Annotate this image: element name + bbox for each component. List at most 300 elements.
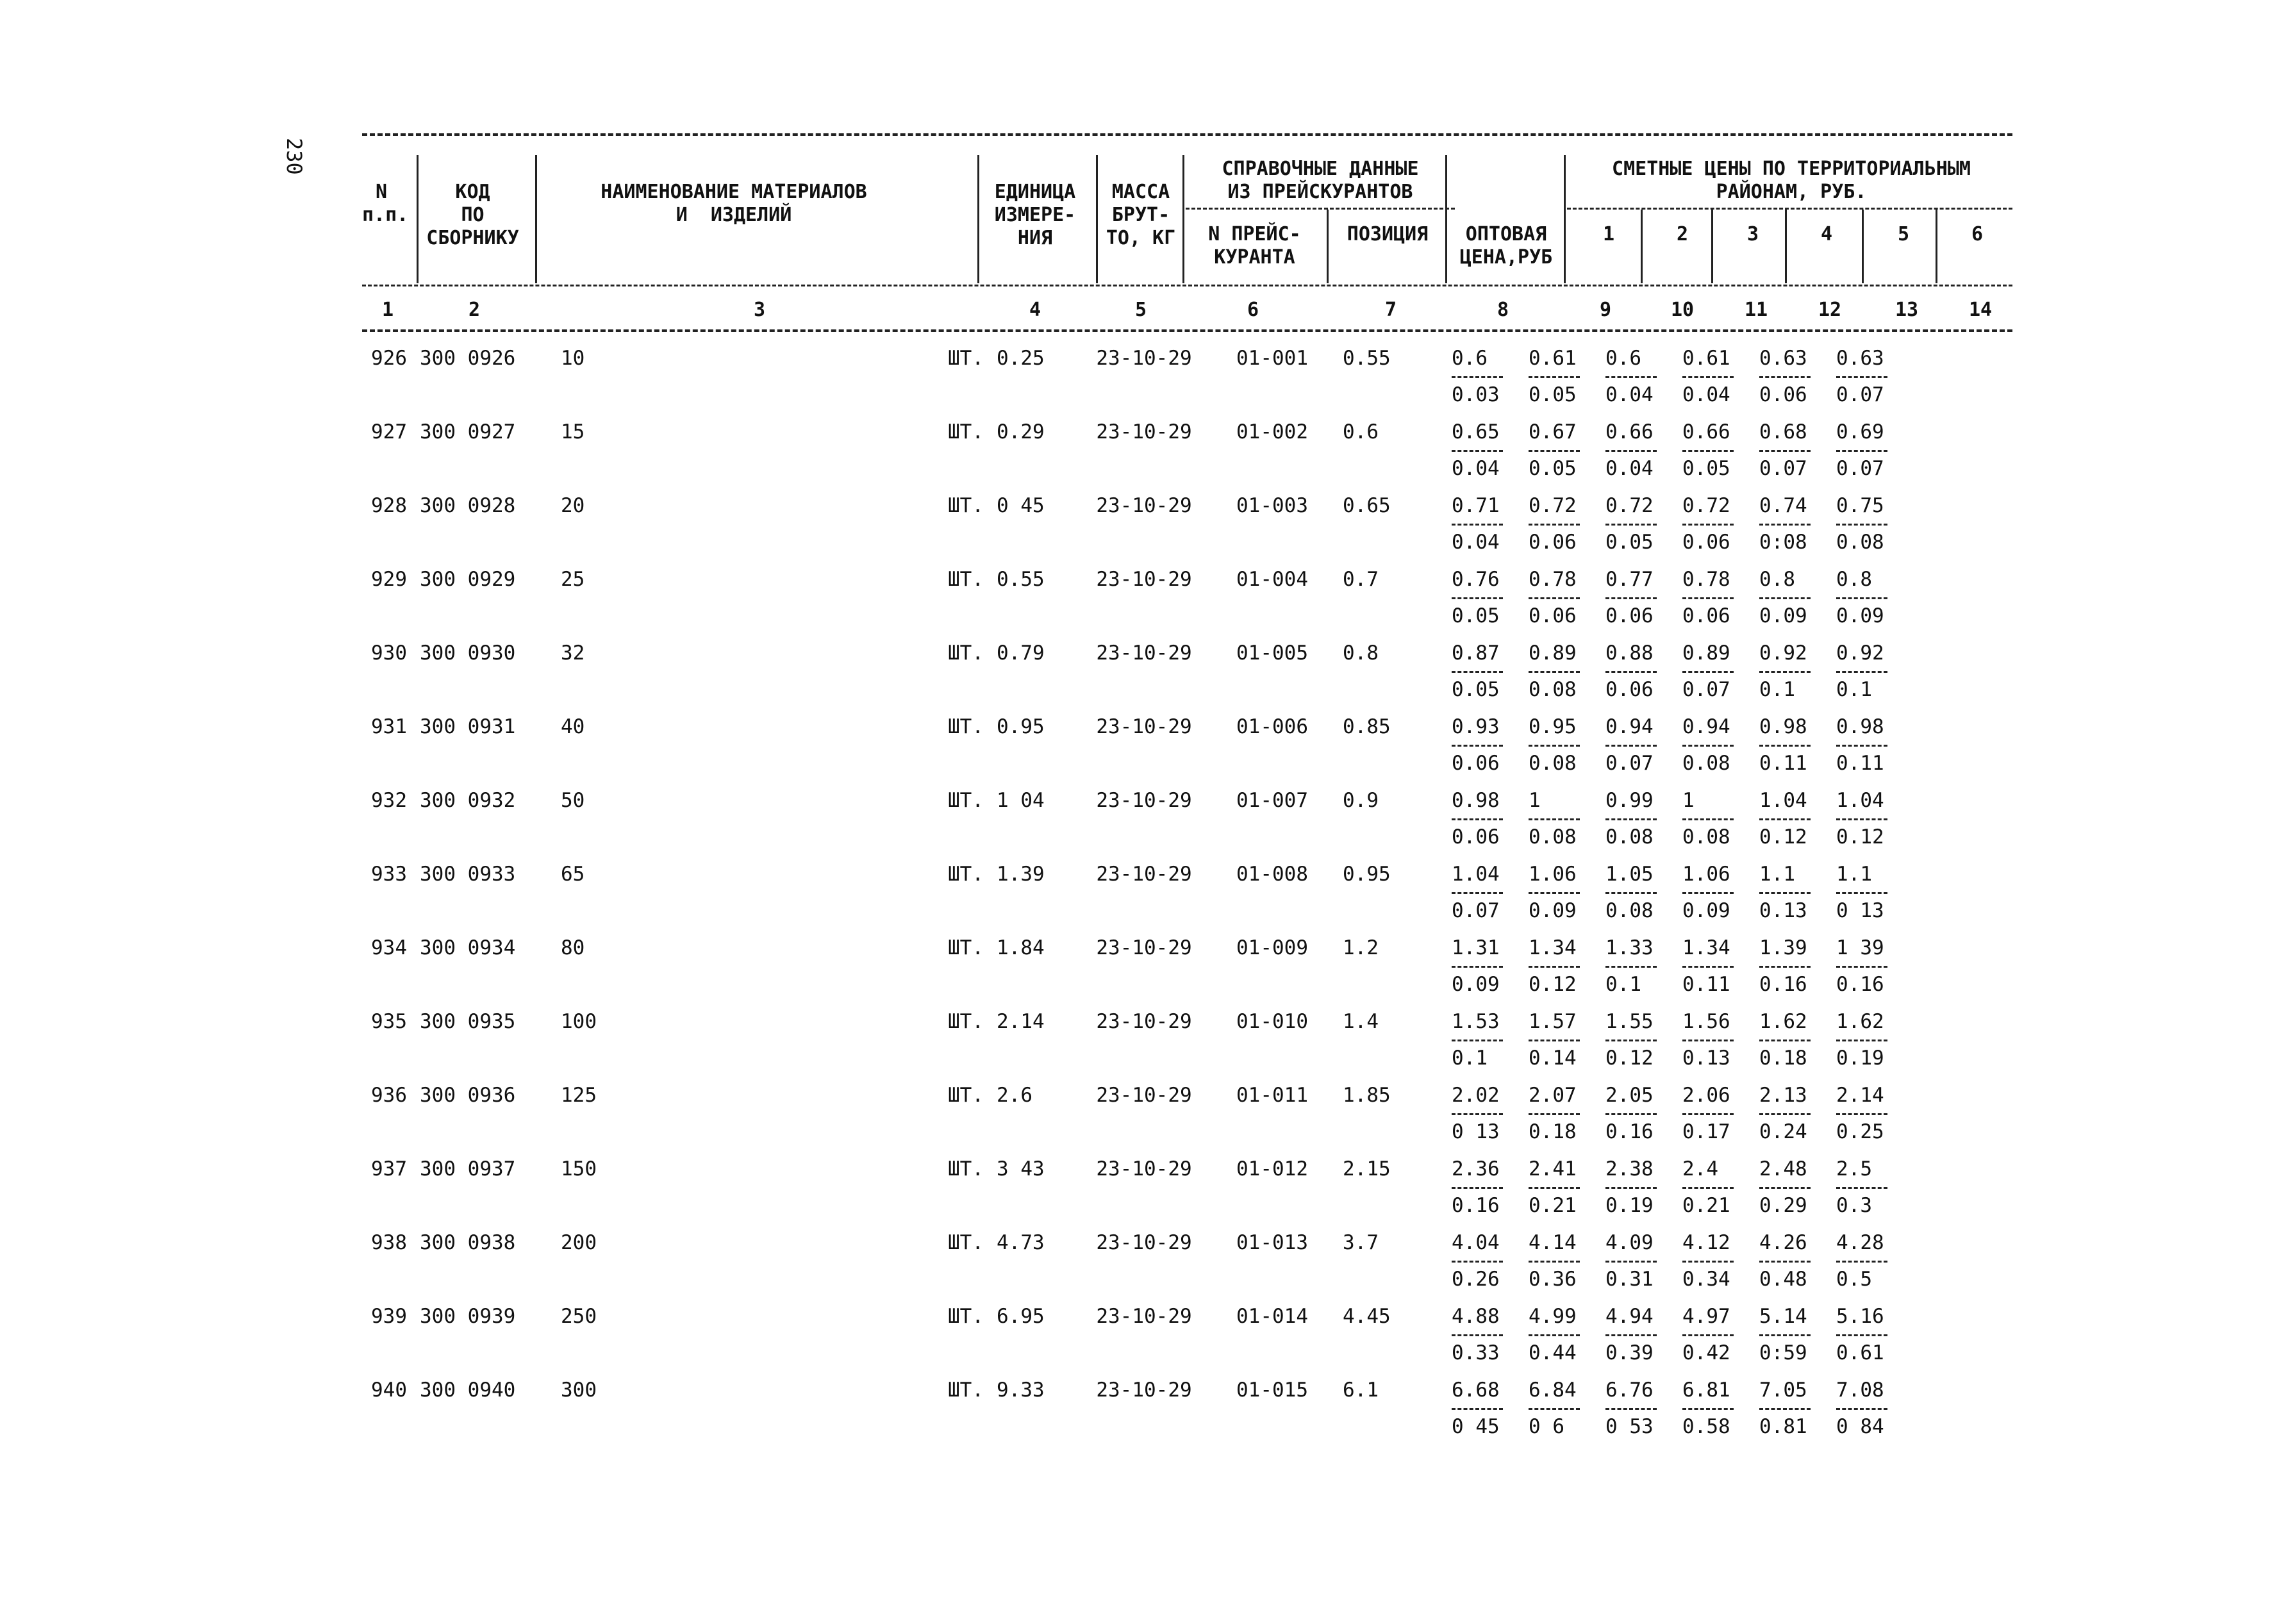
region-price-value: 1.06: [1529, 863, 1577, 886]
region-price-fraction: 0 13: [1452, 1113, 1503, 1143]
region-price-fraction: 0.08: [1836, 524, 1887, 554]
column-number: 9: [1599, 299, 1612, 321]
region-price: [1759, 1291, 1836, 1364]
header-region-4: 4: [1820, 223, 1833, 245]
region-price-value: 0.98: [1836, 715, 1884, 738]
region-price-value: 2.36: [1452, 1157, 1500, 1181]
region-price-value: 0.88: [1605, 642, 1654, 665]
region-price-fraction: 0.04: [1682, 376, 1734, 406]
row-number: 926: [371, 347, 407, 370]
region-price-value: 1.34: [1682, 936, 1730, 959]
region-price: [1605, 1143, 1682, 1217]
unit: ШТ.: [948, 347, 984, 370]
region-price-value: 6.84: [1529, 1379, 1577, 1402]
table-row: [362, 1364, 1913, 1438]
region-price-value: 1.1: [1836, 863, 1872, 886]
gross-mass: 2.6: [997, 1084, 1032, 1107]
material-name: 10: [561, 347, 585, 370]
row-number: 930: [371, 642, 407, 665]
region-price-value: 1.62: [1759, 1010, 1807, 1033]
region-price-value: 4.09: [1605, 1231, 1654, 1254]
region-price-fraction: 0.26: [1452, 1261, 1503, 1291]
region-price: [1529, 701, 1605, 775]
row-number: 938: [371, 1231, 407, 1254]
region-price-value: 1.05: [1605, 863, 1654, 886]
region-price-value: 1: [1682, 789, 1695, 812]
region-price-value: 1.56: [1682, 1010, 1730, 1033]
region-price: [1605, 775, 1682, 849]
region-price-value: 1.31: [1452, 936, 1500, 959]
table-header: [362, 136, 2012, 331]
region-price: [1529, 922, 1605, 996]
region-price-value: 2.07: [1529, 1084, 1577, 1107]
region-price: [1759, 1364, 1836, 1438]
region-price-fraction: 0.21: [1682, 1187, 1734, 1217]
region-price: [1452, 1143, 1529, 1217]
region-price-fraction: 0.07: [1836, 450, 1887, 480]
table-row: [362, 554, 1913, 627]
unit: ШТ.: [948, 494, 984, 517]
region-price: [1529, 627, 1605, 701]
region-price: [1759, 701, 1836, 775]
region-price-fraction: 0.33: [1452, 1334, 1503, 1364]
region-price-fraction: 0.16: [1605, 1113, 1657, 1143]
price-list-number: 23-10-29: [1096, 789, 1192, 812]
table-row: [362, 333, 1913, 406]
price-list-position: 01-005: [1236, 642, 1308, 665]
region-price-fraction: 0.18: [1529, 1113, 1580, 1143]
region-price-value: 4.88: [1452, 1305, 1500, 1328]
header-code: КОД ПО СБОРНИКУ: [426, 181, 519, 249]
region-price-fraction: 0.16: [1759, 966, 1811, 996]
header-region-5: 5: [1897, 223, 1910, 245]
wholesale-price: 0.65: [1343, 494, 1391, 517]
region-price-fraction: 0.08: [1605, 892, 1657, 922]
region-price-fraction: 0.07: [1836, 376, 1887, 406]
region-price-fraction: 0.04: [1605, 450, 1657, 480]
price-table: [362, 332, 1913, 1438]
region-price-value: 0.61: [1529, 347, 1577, 370]
region-price: [1682, 1364, 1759, 1438]
region-price-fraction: 0 45: [1452, 1408, 1503, 1438]
gross-mass: 0.55: [997, 568, 1045, 591]
region-price: [1759, 554, 1836, 627]
column-number: 11: [1744, 299, 1768, 321]
region-price-value: 0.68: [1759, 420, 1807, 443]
region-price: [1605, 1070, 1682, 1143]
table-row: [362, 996, 1913, 1070]
price-list-number: 23-10-29: [1096, 936, 1192, 959]
region-price: [1682, 406, 1759, 480]
gross-mass: 1.39: [997, 863, 1045, 886]
material-name: 80: [561, 936, 585, 959]
price-list-number: 23-10-29: [1096, 1157, 1192, 1181]
region-price-value: 2.41: [1529, 1157, 1577, 1181]
region-price-fraction: 0.34: [1682, 1261, 1734, 1291]
region-price-value: 0.89: [1529, 642, 1577, 665]
collection-code: 300 0928: [420, 494, 516, 517]
region-price-fraction: 0.21: [1529, 1187, 1580, 1217]
region-price-value: 2.13: [1759, 1084, 1807, 1107]
region-price-value: 0.76: [1452, 568, 1500, 591]
region-price-fraction: 0.08: [1529, 745, 1580, 775]
collection-code: 300 0929: [420, 568, 516, 591]
region-price-value: 0.93: [1452, 715, 1500, 738]
region-price-value: 6.76: [1605, 1379, 1654, 1402]
header-wholesale: ОПТОВАЯ ЦЕНА,РУБ: [1459, 223, 1553, 269]
collection-code: 300 0938: [420, 1231, 516, 1254]
region-price-fraction: 0.05: [1452, 671, 1503, 701]
region-price-value: 1.53: [1452, 1010, 1500, 1033]
region-price-fraction: 0.19: [1836, 1040, 1887, 1070]
gross-mass: 0.95: [997, 715, 1045, 738]
region-price: [1682, 775, 1759, 849]
price-list-position: 01-013: [1236, 1231, 1308, 1254]
region-price-value: 0.63: [1759, 347, 1807, 370]
header-regions-group: СМЕТНЫЕ ЦЕНЫ ПО ТЕРРИТОРИАЛЬНЫМ РАЙОНАМ, РУБ.: [1612, 158, 1971, 203]
table-row: [362, 627, 1913, 701]
region-price: [1605, 480, 1682, 554]
unit: ШТ.: [948, 642, 984, 665]
region-price-value: 0.99: [1605, 789, 1654, 812]
row-number: 934: [371, 936, 407, 959]
region-price: [1759, 1143, 1836, 1217]
wholesale-price: 0.85: [1343, 715, 1391, 738]
price-list-position: 01-007: [1236, 789, 1308, 812]
collection-code: 300 0935: [420, 1010, 516, 1033]
region-price-value: 1.33: [1605, 936, 1654, 959]
region-price-fraction: 0.12: [1759, 818, 1811, 849]
price-list-position: 01-015: [1236, 1379, 1308, 1402]
region-price-fraction: 0.3: [1836, 1187, 1887, 1217]
unit: ШТ.: [948, 936, 984, 959]
region-price-value: 2.06: [1682, 1084, 1730, 1107]
row-number: 927: [371, 420, 407, 443]
unit: ШТ.: [948, 1305, 984, 1328]
gross-mass: 4.73: [997, 1231, 1045, 1254]
region-price-value: 0.72: [1529, 494, 1577, 517]
table-row: [362, 775, 1913, 849]
region-price-fraction: 0.29: [1759, 1187, 1811, 1217]
header-region-6: 6: [1971, 223, 1984, 245]
region-price-value: 2.48: [1759, 1157, 1807, 1181]
region-price: [1605, 627, 1682, 701]
material-name: 15: [561, 420, 585, 443]
region-price-value: 0.65: [1452, 420, 1500, 443]
region-price-fraction: 0.16: [1452, 1187, 1503, 1217]
collection-code: 300 0926: [420, 347, 516, 370]
collection-code: 300 0931: [420, 715, 516, 738]
region-price: [1759, 1217, 1836, 1291]
region-price: [1759, 996, 1836, 1070]
region-price-value: 0.94: [1682, 715, 1730, 738]
region-price-fraction: 0.06: [1452, 745, 1503, 775]
region-price-value: 0.98: [1452, 789, 1500, 812]
region-price-value: 7.05: [1759, 1379, 1807, 1402]
region-price-fraction: 0.1: [1452, 1040, 1503, 1070]
region-price: [1529, 554, 1605, 627]
region-price-fraction: 0.09: [1452, 966, 1503, 996]
material-name: 40: [561, 715, 585, 738]
wholesale-price: 0.7: [1343, 568, 1379, 591]
column-number: 10: [1670, 299, 1695, 321]
table-row: [362, 1217, 1913, 1291]
region-price-value: 1.1: [1759, 863, 1795, 886]
region-price-fraction: 0.1: [1605, 966, 1657, 996]
row-number: 940: [371, 1379, 407, 1402]
region-price-value: 5.14: [1759, 1305, 1807, 1328]
region-price-value: 1.04: [1452, 863, 1500, 886]
region-price-value: 0.72: [1682, 494, 1730, 517]
collection-code: 300 0940: [420, 1379, 516, 1402]
region-price: [1452, 554, 1529, 627]
column-number: 8: [1497, 299, 1509, 321]
region-price-fraction: 0.05: [1529, 450, 1580, 480]
wholesale-price: 2.15: [1343, 1157, 1391, 1181]
region-price-fraction: 0.13: [1759, 892, 1811, 922]
unit: ШТ.: [948, 789, 984, 812]
material-name: 300: [561, 1379, 597, 1402]
region-price-fraction: 0.03: [1452, 376, 1503, 406]
region-price-fraction: 0.39: [1605, 1334, 1657, 1364]
price-list-number: 23-10-29: [1096, 1084, 1192, 1107]
region-price: [1605, 701, 1682, 775]
region-price-fraction: 0 84: [1836, 1408, 1887, 1438]
region-price-value: 1.04: [1759, 789, 1807, 812]
region-price-fraction: 0.07: [1452, 892, 1503, 922]
price-list-number: 23-10-29: [1096, 568, 1192, 591]
region-price-fraction: 0.16: [1836, 966, 1887, 996]
price-list-position: 01-008: [1236, 863, 1308, 886]
page-number: 230: [282, 138, 306, 175]
region-price: [1682, 849, 1759, 922]
region-price-value: 0.69: [1836, 420, 1884, 443]
unit: ШТ.: [948, 1379, 984, 1402]
region-price: [1529, 406, 1605, 480]
region-price-fraction: 0.13: [1682, 1040, 1734, 1070]
region-price-fraction: 0.06: [1605, 597, 1657, 627]
region-price-value: 2.4: [1682, 1157, 1718, 1181]
region-price-fraction: 0.09: [1682, 892, 1734, 922]
row-number: 928: [371, 494, 407, 517]
region-price-value: 6.68: [1452, 1379, 1500, 1402]
region-price: [1682, 1217, 1759, 1291]
price-list-number: 23-10-29: [1096, 1305, 1192, 1328]
table-row: [362, 922, 1913, 996]
region-price-fraction: 0 13: [1836, 892, 1887, 922]
column-number: 6: [1247, 299, 1259, 321]
region-price: [1452, 922, 1529, 996]
wholesale-price: 3.7: [1343, 1231, 1379, 1254]
region-price-fraction: 0.06: [1529, 524, 1580, 554]
row-number: 937: [371, 1157, 407, 1181]
region-price-fraction: 0.08: [1529, 818, 1580, 849]
region-price-value: 0.94: [1605, 715, 1654, 738]
row-number: 931: [371, 715, 407, 738]
price-list-position: 01-004: [1236, 568, 1308, 591]
region-price: [1682, 480, 1759, 554]
gross-mass: 3 43: [997, 1157, 1045, 1181]
header-row-number: N п.п.: [362, 181, 409, 226]
header-region-2: 2: [1676, 223, 1689, 245]
region-price-fraction: 0.5: [1836, 1261, 1887, 1291]
region-price-fraction: 0.08: [1682, 818, 1734, 849]
region-price-fraction: 0.58: [1682, 1408, 1734, 1438]
material-name: 250: [561, 1305, 597, 1328]
region-price-fraction: 0.08: [1682, 745, 1734, 775]
unit: ШТ.: [948, 863, 984, 886]
column-number: 7: [1384, 299, 1397, 321]
region-price-fraction: 0.1: [1759, 671, 1811, 701]
wholesale-price: 1.2: [1343, 936, 1379, 959]
region-price: [1759, 775, 1836, 849]
collection-code: 300 0933: [420, 863, 516, 886]
region-price-fraction: 0.12: [1836, 818, 1887, 849]
region-price-value: 2.14: [1836, 1084, 1884, 1107]
column-number: 14: [1968, 299, 1993, 321]
gross-mass: 9.33: [997, 1379, 1045, 1402]
region-price-value: 0.66: [1605, 420, 1654, 443]
region-price-fraction: 0.05: [1605, 524, 1657, 554]
header-region-1: 1: [1602, 223, 1615, 245]
region-price-fraction: 0.17: [1682, 1113, 1734, 1143]
material-name: 65: [561, 863, 585, 886]
region-price-value: 1.39: [1759, 936, 1807, 959]
region-price: [1452, 849, 1529, 922]
region-price: [1682, 922, 1759, 996]
table-row: [362, 1143, 1913, 1217]
region-price-fraction: 0.11: [1682, 966, 1734, 996]
region-price: [1836, 1143, 1913, 1217]
region-price: [1605, 1364, 1682, 1438]
region-price: [1836, 701, 1913, 775]
region-price-fraction: 0.06: [1759, 376, 1811, 406]
gross-mass: 0.29: [997, 420, 1045, 443]
region-price-value: 6.81: [1682, 1379, 1730, 1402]
material-name: 125: [561, 1084, 597, 1107]
region-price-fraction: 0:59: [1759, 1334, 1811, 1364]
region-price-value: 2.02: [1452, 1084, 1500, 1107]
region-price: [1529, 480, 1605, 554]
unit: ШТ.: [948, 1010, 984, 1033]
column-number: 3: [753, 299, 766, 321]
column-number: 4: [1029, 299, 1041, 321]
region-price-value: 0.8: [1836, 568, 1872, 591]
wholesale-price: 0.55: [1343, 347, 1391, 370]
unit: ШТ.: [948, 568, 984, 591]
region-price-fraction: 0.12: [1605, 1040, 1657, 1070]
collection-code: 300 0939: [420, 1305, 516, 1328]
region-price-value: 1 39: [1836, 936, 1884, 959]
material-name: 25: [561, 568, 585, 591]
region-price-fraction: 0.08: [1529, 671, 1580, 701]
region-price-fraction: 0.81: [1759, 1408, 1811, 1438]
region-price-fraction: 0.25: [1836, 1113, 1887, 1143]
region-price: [1836, 480, 1913, 554]
region-price-value: 0.66: [1682, 420, 1730, 443]
region-price-fraction: 0.42: [1682, 1334, 1734, 1364]
header-unit: ЕДИНИЦА ИЗМЕРЕ- НИЯ: [994, 181, 1076, 249]
region-price-fraction: 0.04: [1605, 376, 1657, 406]
region-price: [1529, 1217, 1605, 1291]
region-price: [1529, 1070, 1605, 1143]
region-price-value: 2.05: [1605, 1084, 1654, 1107]
region-price: [1452, 627, 1529, 701]
material-name: 32: [561, 642, 585, 665]
region-price: [1836, 849, 1913, 922]
region-price: [1452, 1291, 1529, 1364]
region-price: [1836, 1364, 1913, 1438]
region-price: [1759, 333, 1836, 406]
region-price: [1836, 922, 1913, 996]
region-price-fraction: 0 53: [1605, 1408, 1657, 1438]
region-price-value: 0.95: [1529, 715, 1577, 738]
gross-mass: 0.25: [997, 347, 1045, 370]
region-price-fraction: 0.31: [1605, 1261, 1657, 1291]
gross-mass: 0 45: [997, 494, 1045, 517]
region-price-value: 0.75: [1836, 494, 1884, 517]
region-price-fraction: 0.14: [1529, 1040, 1580, 1070]
region-price: [1605, 996, 1682, 1070]
region-price-value: 0.87: [1452, 642, 1500, 665]
region-price-value: 4.14: [1529, 1231, 1577, 1254]
region-price-value: 0.8: [1759, 568, 1795, 591]
region-price-value: 4.97: [1682, 1305, 1730, 1328]
region-price: [1836, 1291, 1913, 1364]
region-price: [1605, 1217, 1682, 1291]
header-reference-group: СПРАВОЧНЫЕ ДАННЫЕ ИЗ ПРЕЙСКУРАНТОВ: [1222, 158, 1419, 203]
collection-code: 300 0934: [420, 936, 516, 959]
row-number: 929: [371, 568, 407, 591]
region-price: [1452, 1364, 1529, 1438]
region-price: [1836, 1070, 1913, 1143]
price-list-number: 23-10-29: [1096, 863, 1192, 886]
region-price: [1452, 775, 1529, 849]
region-price-fraction: 0.24: [1759, 1113, 1811, 1143]
header-name: НАИМЕНОВАНИЕ МАТЕРИАЛОВ И ИЗДЕЛИЙ: [601, 181, 867, 226]
region-price: [1759, 627, 1836, 701]
material-name: 100: [561, 1010, 597, 1033]
region-price: [1529, 775, 1605, 849]
region-price-fraction: 0.11: [1836, 745, 1887, 775]
column-number: 1: [381, 299, 394, 321]
region-price-value: 0.74: [1759, 494, 1807, 517]
wholesale-price: 0.9: [1343, 789, 1379, 812]
region-price-fraction: 0.09: [1759, 597, 1811, 627]
region-price-value: 0.77: [1605, 568, 1654, 591]
region-price: [1836, 554, 1913, 627]
price-list-position: 01-003: [1236, 494, 1308, 517]
collection-code: 300 0932: [420, 789, 516, 812]
region-price-value: 0.98: [1759, 715, 1807, 738]
column-number: 5: [1134, 299, 1147, 321]
region-price: [1836, 996, 1913, 1070]
region-price-value: 0.6: [1452, 347, 1488, 370]
price-list-number: 23-10-29: [1096, 715, 1192, 738]
unit: ШТ.: [948, 1084, 984, 1107]
region-price-fraction: 0.05: [1682, 450, 1734, 480]
region-price: [1682, 554, 1759, 627]
region-price-fraction: 0.11: [1759, 745, 1811, 775]
region-price-value: 0.92: [1759, 642, 1807, 665]
region-price: [1836, 627, 1913, 701]
region-price-value: 0.78: [1682, 568, 1730, 591]
gross-mass: 1 04: [997, 789, 1045, 812]
region-price-value: 2.38: [1605, 1157, 1654, 1181]
price-list-number: 23-10-29: [1096, 347, 1192, 370]
region-price: [1836, 333, 1913, 406]
region-price-value: 7.08: [1836, 1379, 1884, 1402]
